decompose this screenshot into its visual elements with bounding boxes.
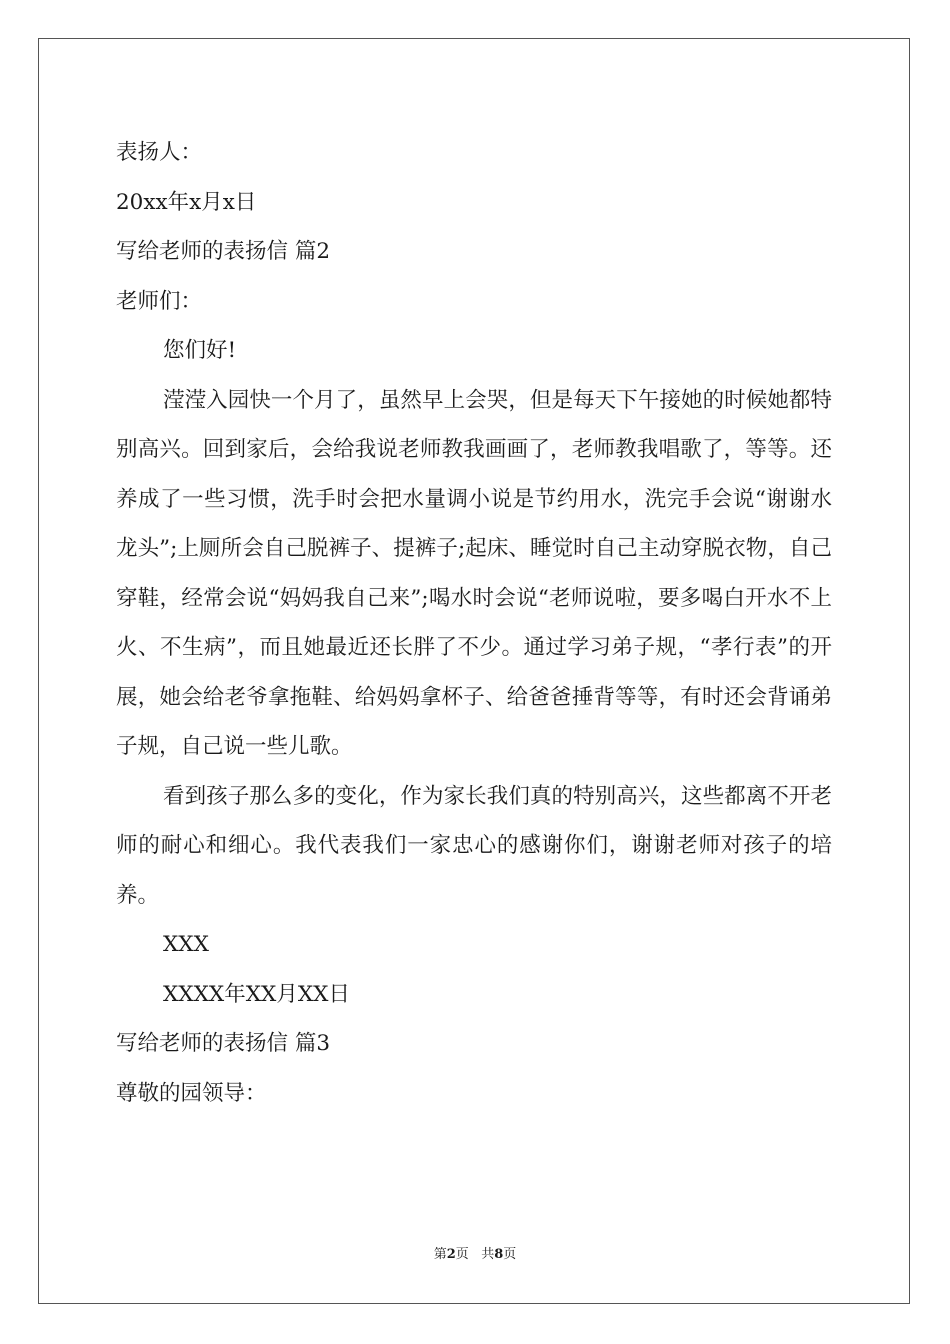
letter2-salutation: 老师们： [116, 288, 203, 314]
footer-total-suffix: 页 [503, 1247, 517, 1262]
letter2-signature: XXX [163, 932, 209, 957]
footer-page-number: 2 [446, 1247, 456, 1262]
footer-total-prefix: 共 [481, 1247, 495, 1262]
page-footer [0, 1246, 950, 1264]
footer-page-prefix: 第 [433, 1247, 447, 1262]
letter3-salutation: 尊敬的园领导： [116, 1080, 267, 1106]
letter3-title: 写给老师的表扬信 篇3 [116, 1031, 331, 1056]
footer-page-suffix: 页 [455, 1247, 469, 1262]
letter2-date: XXXX年XX月XX日 [163, 981, 350, 1007]
signer-label: 表扬人： [116, 140, 203, 165]
letter2-paragraph-2: 看到孩子那么多的变化，作为家长我们真的特别高兴，这些都离不开老师的耐心和细心。我代表我们一家忠心的感谢你们，谢谢老师对孩子的培养。 [116, 783, 832, 908]
letter1-date: 20xx年x月x日 [116, 189, 257, 215]
letter2-greeting: 您们好! [163, 338, 237, 363]
letter2-paragraph-1: 滢滢入园快一个月了，虽然早上会哭，但是每天下午接她的时候她都特别高兴。回到家后，会给我说老师教我画画了，老师教我唱歌了，等等。还养成了一些习惯，洗手时会把水量调小说是节约用水，洗完手会说“谢谢水龙头”;上厕所会自己脱裤子、提裤子;起床、睡觉时自己主动穿脱衣物，自己穿鞋，经常会说“妈妈我自己来”;喝水时会说“老师说啦，要多喝白开水不上火、不生病”，而且她最近还长胖了不少。通过学习弟子规，“孝行表”的开展，她会给老爷拿拖鞋、给妈妈拿杯子、给爸爸捶背等等，有时还会背诵弟子规，自己说一些儿歌。 [116, 387, 832, 759]
letter2-title: 写给老师的表扬信 篇2 [116, 239, 331, 264]
footer-total-pages: 8 [494, 1247, 504, 1262]
document-body [116, 128, 832, 1118]
